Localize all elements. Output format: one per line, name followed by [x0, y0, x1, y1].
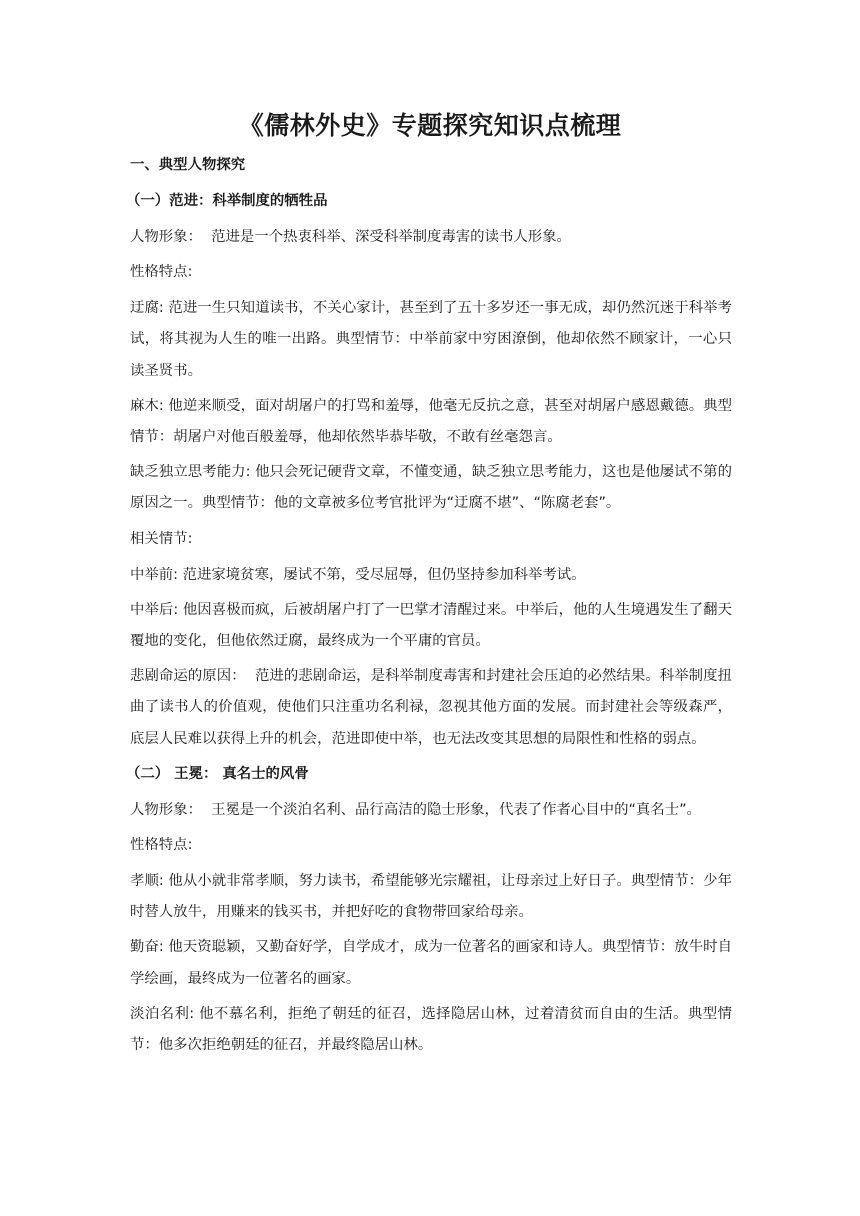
- subsection-heading-wangmian: （二） 王冕： 真名士的风骨: [126, 765, 309, 782]
- wangmian-trait-2-label: 勤奋:: [130, 939, 164, 956]
- wangmian-traits-label: 性格特点:: [130, 837, 193, 854]
- fanjin-plot-1-label: 中举前:: [130, 566, 179, 583]
- wangmian-trait-2-text: 他天资聪颖，又勤奋好学，自学成才，成为一位著名的画家和诗人。典型情节：放牛时自学绘画，最终成为一位著名的画家。: [130, 939, 732, 987]
- subsection-heading-fanjin: （一）范进：科举制度的牺牲品: [126, 193, 328, 209]
- fanjin-plot-1-text: 范进家境贫寒，屡试不第，受尽屈辱，但仍坚持参加科举考试。: [182, 566, 586, 583]
- fanjin-trait-3-text: 他只会死记硬背文章，不懂变通，缺乏独立思考能力，这也是他屡试不第的原因之一。典型情节：他的文章被多位考官批评为“迂腐不堪”、“陈腐老套”。: [130, 464, 732, 512]
- wangmian-trait-2: [130, 932, 732, 994]
- fanjin-plot-label: 相关情节:: [130, 530, 193, 547]
- wangmian-image-text: 王冕是一个淡泊名利、品行高洁的隐士形象，代表了作者心目中的“真名士”。: [211, 801, 701, 818]
- fanjin-trait-3: [130, 457, 732, 519]
- fanjin-trait-2-text: 他逆来顺受，面对胡屠户的打骂和羞辱，他毫无反抗之意，甚至对胡屠户感恩戴德。典型情节：胡屠户对他百般羞辱，他却依然毕恭毕敬，不敢有丝毫怨言。: [130, 397, 732, 446]
- fanjin-tragedy-label: 悲剧命运的原因：: [130, 668, 246, 685]
- fanjin-trait-1: [130, 293, 732, 387]
- fanjin-image-label: 人物形象：: [130, 229, 202, 245]
- fanjin-tragedy-text: 范进的悲剧命运，是科举制度毒害和封建社会压迫的必然结果。科举制度扭曲了读书人的价值观，使他们只注重功名利禄，忽视其他方面的发展。而封建社会等级森严，底层人民难以获得上升的机会，范进即使中举，也无法改变其思想的局限性和性格的弱点。: [130, 668, 732, 747]
- wangmian-trait-3-text: 他不慕名利，拒绝了朝廷的征召，选择隐居山林，过着清贫而自由的生活。典型情节：他多次拒绝朝廷的征召，并最终隐居山林。: [130, 1005, 732, 1054]
- fanjin-trait-2-label: 麻木:: [130, 397, 164, 414]
- wangmian-trait-1-label: 孝顺:: [130, 873, 164, 890]
- fanjin-traits-label: 性格特点:: [130, 264, 193, 281]
- wangmian-trait-3: [130, 999, 732, 1061]
- fanjin-plot-2-text: 他因喜极而疯，后被胡屠户打了一巴掌才清醒过来。中举后，他的人生境遇发生了翻天覆地的变化，但他依然迂腐，最终成为一个平庸的官员。: [130, 601, 732, 650]
- document-title: 《儒林外史》专题探究知识点梳理: [238, 111, 622, 140]
- fanjin-trait-1-text: 范进一生只知道读书，不关心家计，甚至到了五十多岁还一事无成，却仍然沉迷于科举考试，将其视为人生的唯一出路。典型情节：中举前家中穷困潦倒，他却依然不顾家计，一心只读圣贤书。: [130, 300, 732, 379]
- fanjin-trait-1-label: 迂腐:: [130, 300, 164, 317]
- fanjin-trait-2: [130, 391, 732, 453]
- fanjin-image-text: 范进是一个热衷科举、深受科举制度毒害的读书人形象。: [211, 229, 571, 245]
- fanjin-plot-2: [130, 595, 732, 657]
- fanjin-image-paragraph: [130, 222, 732, 253]
- document-body: [126, 150, 732, 1065]
- wangmian-trait-3-label: 淡泊名利:: [130, 1005, 195, 1022]
- fanjin-plot-2-label: 中举后:: [130, 601, 179, 618]
- wangmian-trait-1-text: 他从小就非常孝顺，努力读书，希望能够光宗耀祖，让母亲过上好日子。典型情节：少年时替人放牛，用赚来的钱买书，并把好吃的食物带回家给母亲。: [130, 873, 732, 921]
- fanjin-trait-3-label: 缺乏独立思考能力:: [130, 464, 251, 481]
- section-heading: 一、典型人物探究: [130, 157, 246, 173]
- fanjin-tragedy: [130, 661, 732, 755]
- fanjin-plot-1: [130, 560, 732, 591]
- wangmian-image-paragraph: [130, 795, 732, 826]
- wangmian-trait-1: [130, 866, 732, 928]
- wangmian-image-label: 人物形象：: [130, 801, 202, 818]
